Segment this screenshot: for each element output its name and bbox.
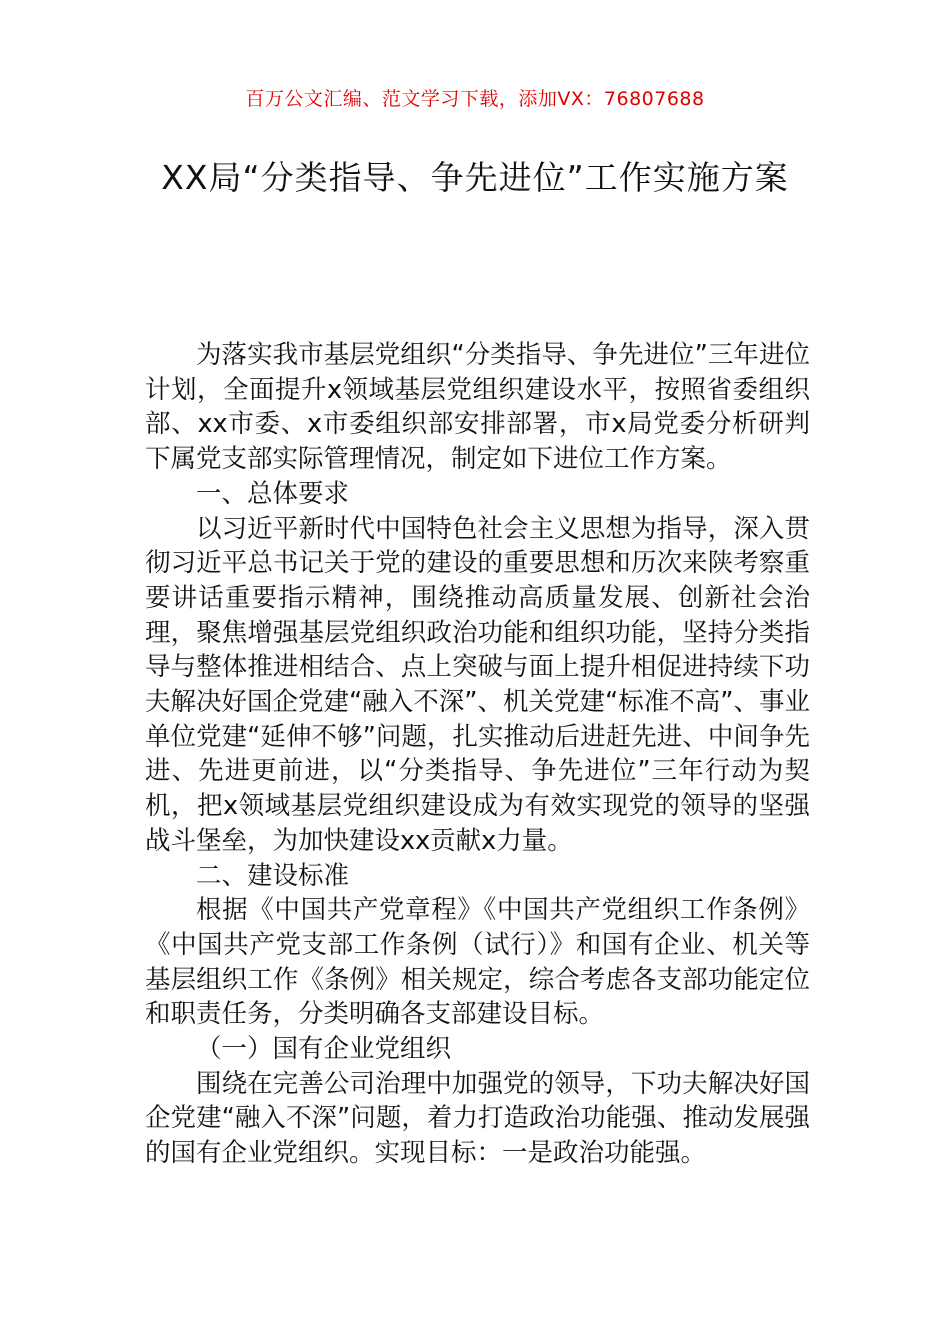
paragraph-construction-standards: 根据《中国共产党章程》《中国共产党组织工作条例》《中国共产党支部工作条例（试行）》和国有企业、机关等基层组织工作《条例》相关规定，综合考虑各支部功能定位和职责任务，分类明确各支部建设目标。: [145, 895, 810, 1030]
section-heading-construction-standards: 二、建设标准: [196, 860, 350, 891]
header-note: 百万公文汇编、范文学习下载，添加VX：76807688: [245, 88, 705, 110]
document-title: XX局“分类指导、争先进位”工作实施方案: [161, 158, 789, 197]
paragraph-intro: 为落实我市基层党组织“分类指导、争先进位”三年进位计划，全面提升x领域基层党组织建设水平，按照省委组织部、xx市委、x市委组织部安排部署，市x局党委分析研判下属党支部实际管理情况，制定如下进位工作方案。: [145, 340, 810, 475]
document-body: [145, 338, 810, 1171]
section-heading-general-requirements: 一、总体要求: [196, 478, 350, 509]
subsection-heading-state-enterprises: （一）国有企业党组织: [196, 1034, 452, 1065]
paragraph-general-requirements: 以习近平新时代中国特色社会主义思想为指导，深入贯彻习近平总书记关于党的建设的重要思想和历次来陕考察重要讲话重要指示精神，围绕推动高质量发展、创新社会治理，聚焦增强基层党组织政治功能和组织功能，坚持分类指导与整体推进相结合、点上突破与面上提升相促进持续下功夫解决好国企党建“融入不深”、机关党建“标准不高”、事业单位党建“延伸不够”问题，扎实推动后进赶先进、中间争先进、先进更前进，以“分类指导、争先进位”三年行动为契机，把x领域基层党组织建设成为有效实现党的领导的坚强战斗堡垒，为加快建设xx贡献x力量。: [145, 513, 810, 856]
paragraph-state-enterprises: 围绕在完善公司治理中加强党的领导，下功夫解决好国企党建“融入不深”问题，着力打造政治功能强、推动发展强的国有企业党组织。实现目标：一是政治功能强。: [145, 1068, 810, 1169]
